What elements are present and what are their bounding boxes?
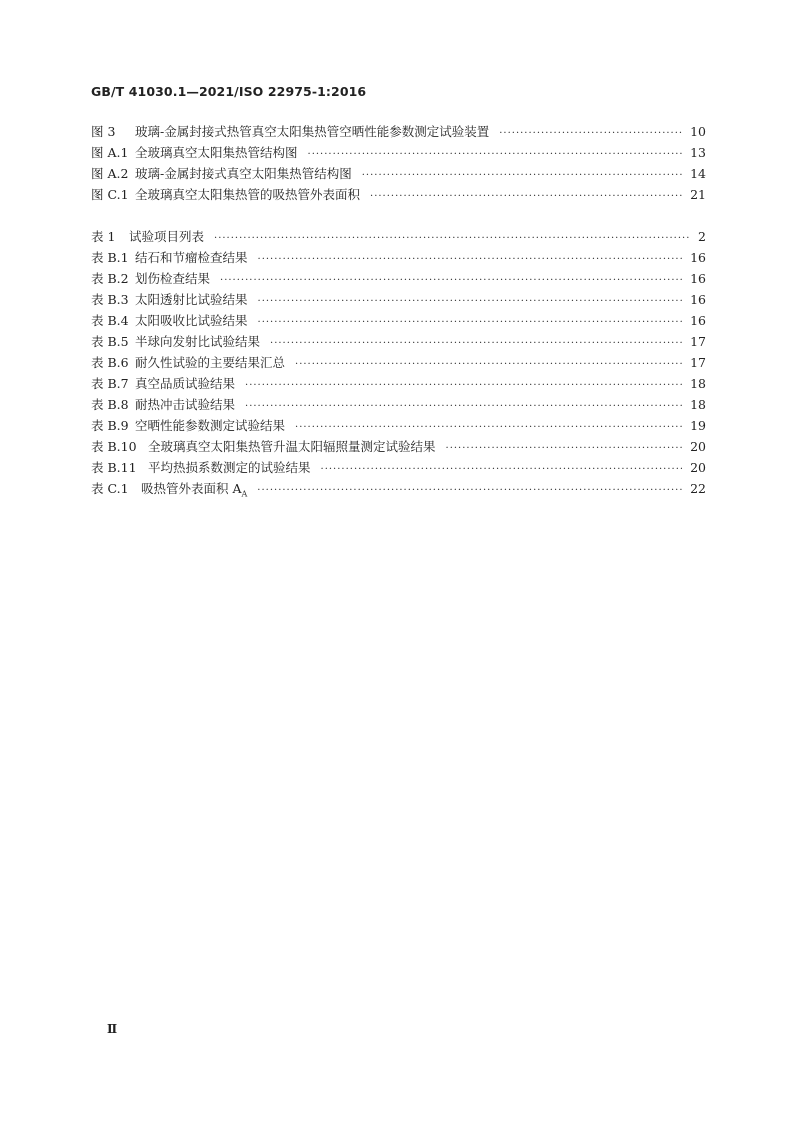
- entry-title: [141, 478, 247, 505]
- entry-title: 耐热冲击试验结果: [135, 397, 236, 412]
- entry-page: 18: [690, 376, 706, 391]
- entry-title: 试验项目列表: [129, 229, 205, 244]
- dot-leader: [362, 165, 682, 186]
- entry-title: 全玻璃真空太阳集热管结构图: [135, 145, 298, 160]
- entry-title-text: 吸热管外表面积 A: [141, 481, 242, 496]
- entry-page: 17: [690, 355, 706, 370]
- toc-entry-table[interactable]: [91, 478, 706, 499]
- entry-page: 16: [690, 250, 706, 265]
- entry-number: 表 B.9: [91, 418, 129, 433]
- table-list: [91, 226, 706, 499]
- dot-leader: [214, 228, 690, 249]
- entry-number: 表 B.5: [91, 334, 129, 349]
- toc-entry-table[interactable]: [91, 310, 706, 331]
- standard-code-header: GB/T 41030.1—2021/ISO 22975-1:2016: [91, 84, 367, 99]
- entry-page: 18: [690, 397, 706, 412]
- toc-entry-table[interactable]: [91, 331, 706, 352]
- toc-entry-table[interactable]: [91, 289, 706, 310]
- toc-entry-figure[interactable]: [91, 121, 706, 142]
- entry-title: 平均热损系数测定的试验结果: [148, 460, 311, 475]
- entry-number: 表 B.4: [91, 313, 129, 328]
- toc-entry-figure[interactable]: [91, 184, 706, 205]
- toc-entry-table[interactable]: [91, 226, 706, 247]
- entry-number: 图 3: [91, 124, 116, 139]
- entry-number: 表 1: [91, 229, 116, 244]
- dot-leader: [295, 417, 682, 438]
- entry-number: 表 B.7: [91, 376, 129, 391]
- entry-number: 表 C.1: [91, 481, 129, 496]
- dot-leader: [499, 123, 682, 144]
- dot-leader: [245, 396, 682, 417]
- toc-entry-table[interactable]: [91, 457, 706, 478]
- dot-leader: [370, 186, 682, 207]
- dot-leader: [245, 375, 682, 396]
- toc-entry-table[interactable]: [91, 373, 706, 394]
- entry-number: 表 B.11: [91, 460, 137, 475]
- entry-title: 半球向发射比试验结果: [135, 334, 261, 349]
- toc-entry-table[interactable]: [91, 436, 706, 457]
- toc-entry-table[interactable]: [91, 415, 706, 436]
- dot-leader: [258, 312, 683, 333]
- entry-page: 19: [690, 418, 706, 433]
- dot-leader: [308, 144, 683, 165]
- entry-number: 表 B.1: [91, 250, 129, 265]
- entry-page: 22: [690, 481, 706, 496]
- entry-number: 图 C.1: [91, 187, 129, 202]
- entry-page: 16: [690, 313, 706, 328]
- dot-leader: [220, 270, 682, 291]
- entry-page: 21: [690, 187, 706, 202]
- toc-entry-table[interactable]: [91, 394, 706, 415]
- entry-title: 耐久性试验的主要结果汇总: [135, 355, 286, 370]
- entry-page: 20: [690, 460, 706, 475]
- entry-page: 14: [690, 166, 706, 181]
- entry-page: 16: [690, 292, 706, 307]
- entry-number: 表 B.3: [91, 292, 129, 307]
- entry-number: 表 B.6: [91, 355, 129, 370]
- entry-title: 太阳透射比试验结果: [135, 292, 248, 307]
- dot-leader: [258, 249, 683, 270]
- entry-title-subscript: A: [241, 489, 248, 499]
- dot-leader: [257, 480, 682, 501]
- figure-list: [91, 121, 706, 205]
- entry-number: 表 B.2: [91, 271, 129, 286]
- toc-entry-table[interactable]: [91, 247, 706, 268]
- entry-title: 玻璃-金属封接式真空太阳集热管结构图: [135, 166, 352, 181]
- entry-number: 图 A.2: [91, 166, 129, 181]
- entry-page: 2: [698, 229, 706, 244]
- page-number: Ⅱ: [107, 1022, 118, 1036]
- entry-number: 表 B.10: [91, 439, 137, 454]
- entry-title: 玻璃-金属封接式热管真空太阳集热管空晒性能参数测定试验装置: [135, 124, 490, 139]
- dot-leader: [446, 438, 683, 459]
- dot-leader: [321, 459, 683, 480]
- entry-title: 划伤检查结果: [135, 271, 211, 286]
- entry-title: 太阳吸收比试验结果: [135, 313, 248, 328]
- dot-leader: [258, 291, 683, 312]
- entry-title: 空晒性能参数测定试验结果: [135, 418, 286, 433]
- entry-page: 17: [690, 334, 706, 349]
- toc-entry-figure[interactable]: [91, 163, 706, 184]
- entry-title: 真空品质试验结果: [135, 376, 236, 391]
- entry-title: 全玻璃真空太阳集热管的吸热管外表面积: [135, 187, 361, 202]
- entry-page: 20: [690, 439, 706, 454]
- toc-entry-figure[interactable]: [91, 142, 706, 163]
- toc-entry-table[interactable]: [91, 352, 706, 373]
- entry-page: 10: [690, 124, 706, 139]
- dot-leader: [270, 333, 682, 354]
- entry-title: 结石和节瘤检查结果: [135, 250, 248, 265]
- entry-number: 表 B.8: [91, 397, 129, 412]
- dot-leader: [295, 354, 682, 375]
- entry-number: 图 A.1: [91, 145, 129, 160]
- entry-page: 13: [690, 145, 706, 160]
- toc-entry-table[interactable]: [91, 268, 706, 289]
- entry-title: 全玻璃真空太阳集热管升温太阳辐照量测定试验结果: [148, 439, 436, 454]
- entry-page: 16: [690, 271, 706, 286]
